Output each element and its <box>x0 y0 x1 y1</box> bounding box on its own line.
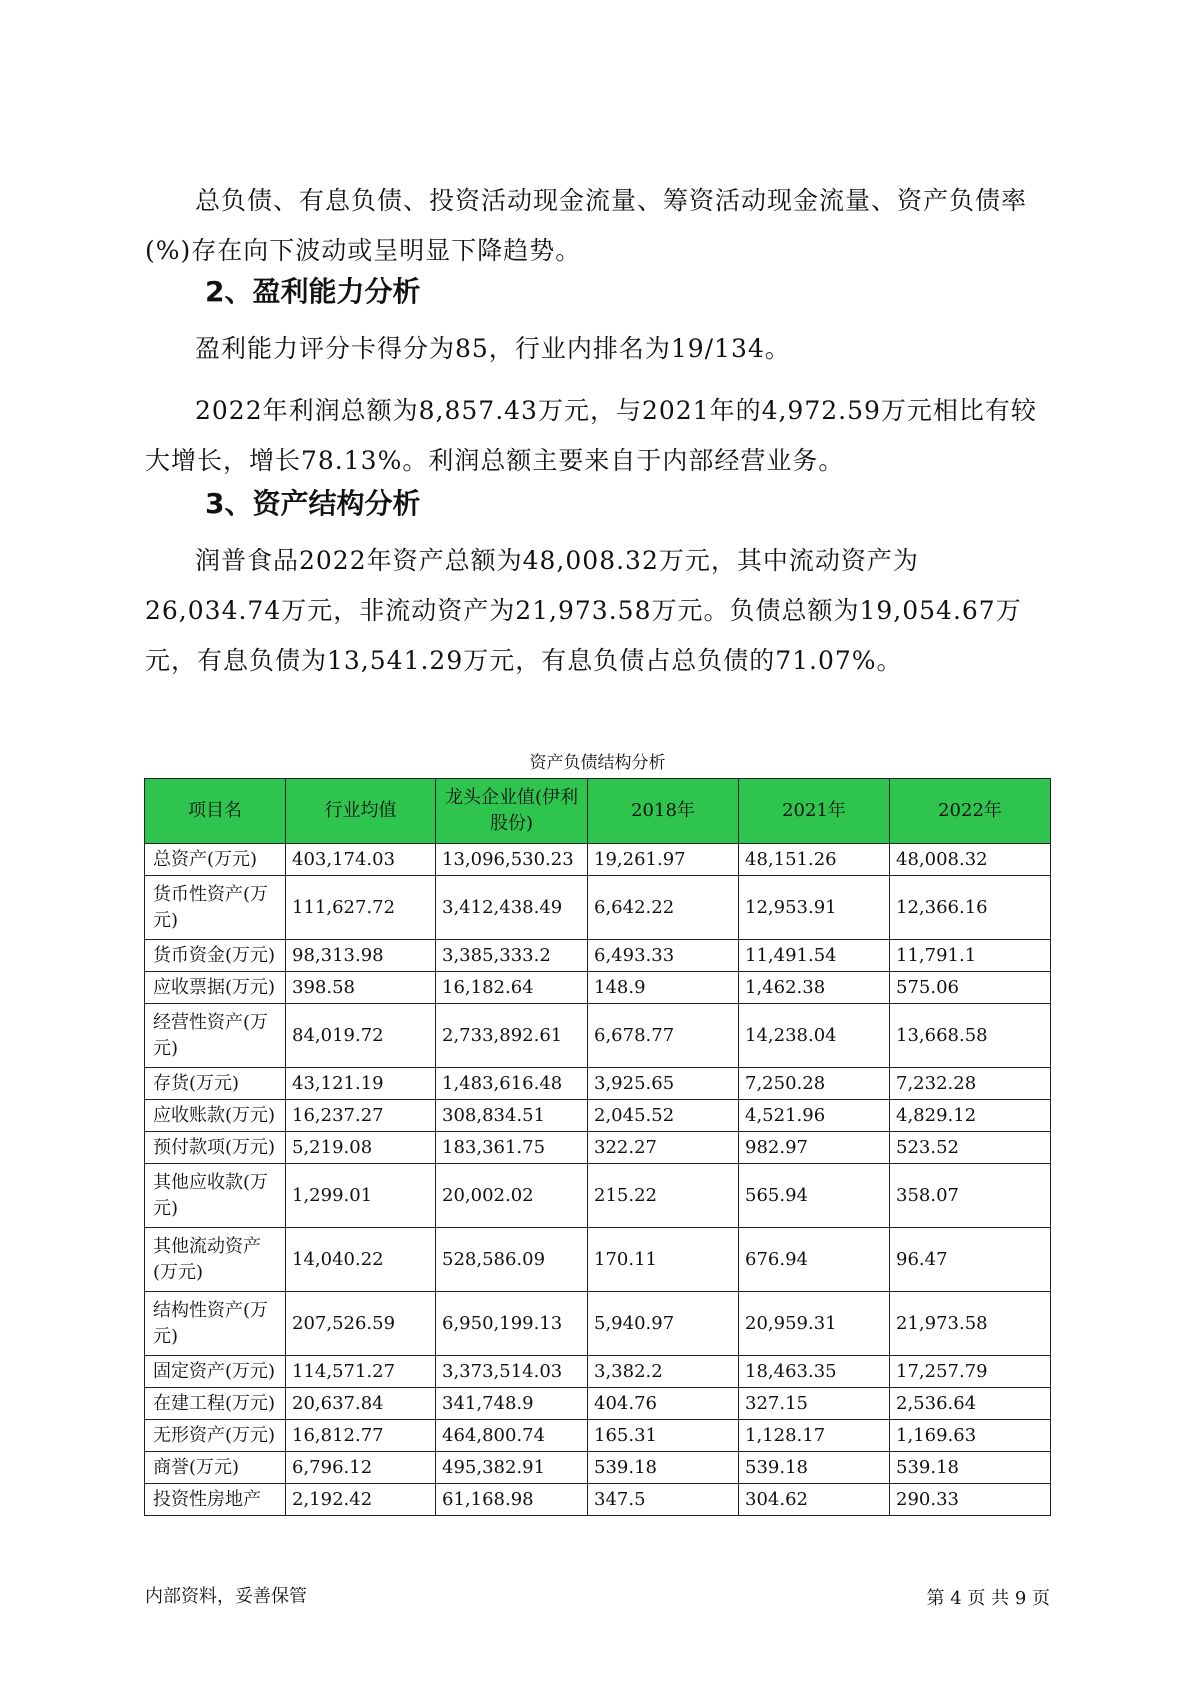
value-cell: 575.06 <box>890 972 1051 1004</box>
value-cell: 464,800.74 <box>436 1420 588 1452</box>
value-cell: 528,586.09 <box>436 1228 588 1292</box>
heading-asset-structure: 3、资产结构分析 <box>205 487 421 520</box>
value-cell: 6,493.33 <box>588 940 739 972</box>
row-label-cell: 应收票据(万元) <box>145 972 286 1004</box>
value-cell: 207,526.59 <box>286 1292 436 1356</box>
row-label-cell: 应收账款(万元) <box>145 1100 286 1132</box>
value-cell: 6,678.77 <box>588 1004 739 1068</box>
value-cell: 12,366.16 <box>890 876 1051 940</box>
value-cell: 341,748.9 <box>436 1388 588 1420</box>
value-cell: 13,096,530.23 <box>436 844 588 876</box>
value-cell: 1,462.38 <box>739 972 890 1004</box>
value-cell: 183,361.75 <box>436 1132 588 1164</box>
value-cell: 165.31 <box>588 1420 739 1452</box>
value-cell: 3,385,333.2 <box>436 940 588 972</box>
value-cell: 1,169.63 <box>890 1420 1051 1452</box>
value-cell: 2,733,892.61 <box>436 1004 588 1068</box>
value-cell: 14,040.22 <box>286 1228 436 1292</box>
table-row <box>145 1420 1051 1452</box>
paragraph-profit-score: 盈利能力评分卡得分为85，行业内排名为19/134。 <box>195 334 791 363</box>
table-row <box>145 1068 1051 1100</box>
value-cell: 17,257.79 <box>890 1356 1051 1388</box>
value-cell: 5,940.97 <box>588 1292 739 1356</box>
value-cell: 6,950,199.13 <box>436 1292 588 1356</box>
table-row <box>145 1228 1051 1292</box>
row-label-cell: 投资性房地产 <box>145 1484 286 1516</box>
table-row <box>145 1100 1051 1132</box>
value-cell: 84,019.72 <box>286 1004 436 1068</box>
table-body <box>145 844 1051 1516</box>
value-cell: 20,637.84 <box>286 1388 436 1420</box>
value-cell: 3,382.2 <box>588 1356 739 1388</box>
row-label-cell: 无形资产(万元) <box>145 1420 286 1452</box>
value-cell: 358.07 <box>890 1164 1051 1228</box>
row-label-cell: 结构性资产(万元) <box>145 1292 286 1356</box>
value-cell: 96.47 <box>890 1228 1051 1292</box>
row-label-cell: 经营性资产(万元) <box>145 1004 286 1068</box>
value-cell: 16,237.27 <box>286 1100 436 1132</box>
value-cell: 1,299.01 <box>286 1164 436 1228</box>
paragraph-profit-total: 2022年利润总额为8,857.43万元，与2021年的4,972.59万元相比有较大增长，增长78.13%。利润总额主要来自于内部经营业务。 <box>145 396 1037 475</box>
value-cell: 539.18 <box>890 1452 1051 1484</box>
value-cell: 12,953.91 <box>739 876 890 940</box>
row-label-cell: 货币性资产(万元) <box>145 876 286 940</box>
value-cell: 43,121.19 <box>286 1068 436 1100</box>
row-label-cell: 其他应收款(万元) <box>145 1164 286 1228</box>
value-cell: 3,373,514.03 <box>436 1356 588 1388</box>
table-row <box>145 940 1051 972</box>
value-cell: 2,536.64 <box>890 1388 1051 1420</box>
value-cell: 13,668.58 <box>890 1004 1051 1068</box>
paragraph-asset-summary: 润普食品2022年资产总额为48,008.32万元，其中流动资产为26,034.74万元，非流动资产为21,973.58万元。负债总额为19,054.67万元，有息负债为13,541.29万元，有息负债占总负债的71.07%。 <box>145 546 1022 675</box>
table-row <box>145 876 1051 940</box>
table-row <box>145 1452 1051 1484</box>
value-cell: 4,829.12 <box>890 1100 1051 1132</box>
header-item-name: 项目名 <box>145 779 286 844</box>
value-cell: 308,834.51 <box>436 1100 588 1132</box>
balance-structure-table <box>144 778 1051 1516</box>
row-label-cell: 其他流动资产(万元) <box>145 1228 286 1292</box>
header-industry-avg: 行业均值 <box>286 779 436 844</box>
value-cell: 48,151.26 <box>739 844 890 876</box>
table-row <box>145 1356 1051 1388</box>
value-cell: 676.94 <box>739 1228 890 1292</box>
value-cell: 403,174.03 <box>286 844 436 876</box>
table-row <box>145 1004 1051 1068</box>
table-row <box>145 1484 1051 1516</box>
row-label-cell: 存货(万元) <box>145 1068 286 1100</box>
value-cell: 98,313.98 <box>286 940 436 972</box>
table-row <box>145 844 1051 876</box>
table-row <box>145 972 1051 1004</box>
value-cell: 3,412,438.49 <box>436 876 588 940</box>
value-cell: 5,219.08 <box>286 1132 436 1164</box>
table-row <box>145 1292 1051 1356</box>
value-cell: 347.5 <box>588 1484 739 1516</box>
value-cell: 290.33 <box>890 1484 1051 1516</box>
value-cell: 327.15 <box>739 1388 890 1420</box>
value-cell: 1,128.17 <box>739 1420 890 1452</box>
value-cell: 6,642.22 <box>588 876 739 940</box>
value-cell: 495,382.91 <box>436 1452 588 1484</box>
value-cell: 18,463.35 <box>739 1356 890 1388</box>
value-cell: 304.62 <box>739 1484 890 1516</box>
header-year-2022: 2022年 <box>890 779 1051 844</box>
value-cell: 16,812.77 <box>286 1420 436 1452</box>
row-label-cell: 在建工程(万元) <box>145 1388 286 1420</box>
value-cell: 61,168.98 <box>436 1484 588 1516</box>
row-label-cell: 商誉(万元) <box>145 1452 286 1484</box>
value-cell: 6,796.12 <box>286 1452 436 1484</box>
value-cell: 170.11 <box>588 1228 739 1292</box>
value-cell: 2,192.42 <box>286 1484 436 1516</box>
value-cell: 19,261.97 <box>588 844 739 876</box>
value-cell: 3,925.65 <box>588 1068 739 1100</box>
value-cell: 2,045.52 <box>588 1100 739 1132</box>
value-cell: 215.22 <box>588 1164 739 1228</box>
table-row <box>145 1132 1051 1164</box>
row-label-cell: 预付款项(万元) <box>145 1132 286 1164</box>
value-cell: 322.27 <box>588 1132 739 1164</box>
value-cell: 11,491.54 <box>739 940 890 972</box>
value-cell: 148.9 <box>588 972 739 1004</box>
value-cell: 982.97 <box>739 1132 890 1164</box>
value-cell: 114,571.27 <box>286 1356 436 1388</box>
paragraph-debt-trend: 总负债、有息负债、投资活动现金流量、筹资活动现金流量、资产负债率(%)存在向下波动或呈明显下降趋势。 <box>145 186 1028 265</box>
value-cell: 20,002.02 <box>436 1164 588 1228</box>
header-year-2021: 2021年 <box>739 779 890 844</box>
footer-confidential-note: 内部资料，妥善保管 <box>145 1586 307 1607</box>
value-cell: 1,483,616.48 <box>436 1068 588 1100</box>
value-cell: 111,627.72 <box>286 876 436 940</box>
header-year-2018: 2018年 <box>588 779 739 844</box>
value-cell: 565.94 <box>739 1164 890 1228</box>
value-cell: 7,250.28 <box>739 1068 890 1100</box>
value-cell: 539.18 <box>588 1452 739 1484</box>
row-label-cell: 总资产(万元) <box>145 844 286 876</box>
value-cell: 48,008.32 <box>890 844 1051 876</box>
value-cell: 4,521.96 <box>739 1100 890 1132</box>
row-label-cell: 固定资产(万元) <box>145 1356 286 1388</box>
header-leader-value: 龙头企业值(伊利股份) <box>436 779 588 844</box>
value-cell: 14,238.04 <box>739 1004 890 1068</box>
value-cell: 20,959.31 <box>739 1292 890 1356</box>
value-cell: 16,182.64 <box>436 972 588 1004</box>
value-cell: 539.18 <box>739 1452 890 1484</box>
heading-profitability: 2、盈利能力分析 <box>205 275 421 308</box>
table-row <box>145 1164 1051 1228</box>
table-row <box>145 1388 1051 1420</box>
value-cell: 404.76 <box>588 1388 739 1420</box>
row-label-cell: 货币资金(万元) <box>145 940 286 972</box>
table-header-row <box>145 779 1051 844</box>
value-cell: 21,973.58 <box>890 1292 1051 1356</box>
value-cell: 11,791.1 <box>890 940 1051 972</box>
table-caption: 资产负债结构分析 <box>529 753 666 773</box>
value-cell: 523.52 <box>890 1132 1051 1164</box>
footer-page-number: 第 4 页 共 9 页 <box>926 1588 1050 1609</box>
value-cell: 398.58 <box>286 972 436 1004</box>
value-cell: 7,232.28 <box>890 1068 1051 1100</box>
